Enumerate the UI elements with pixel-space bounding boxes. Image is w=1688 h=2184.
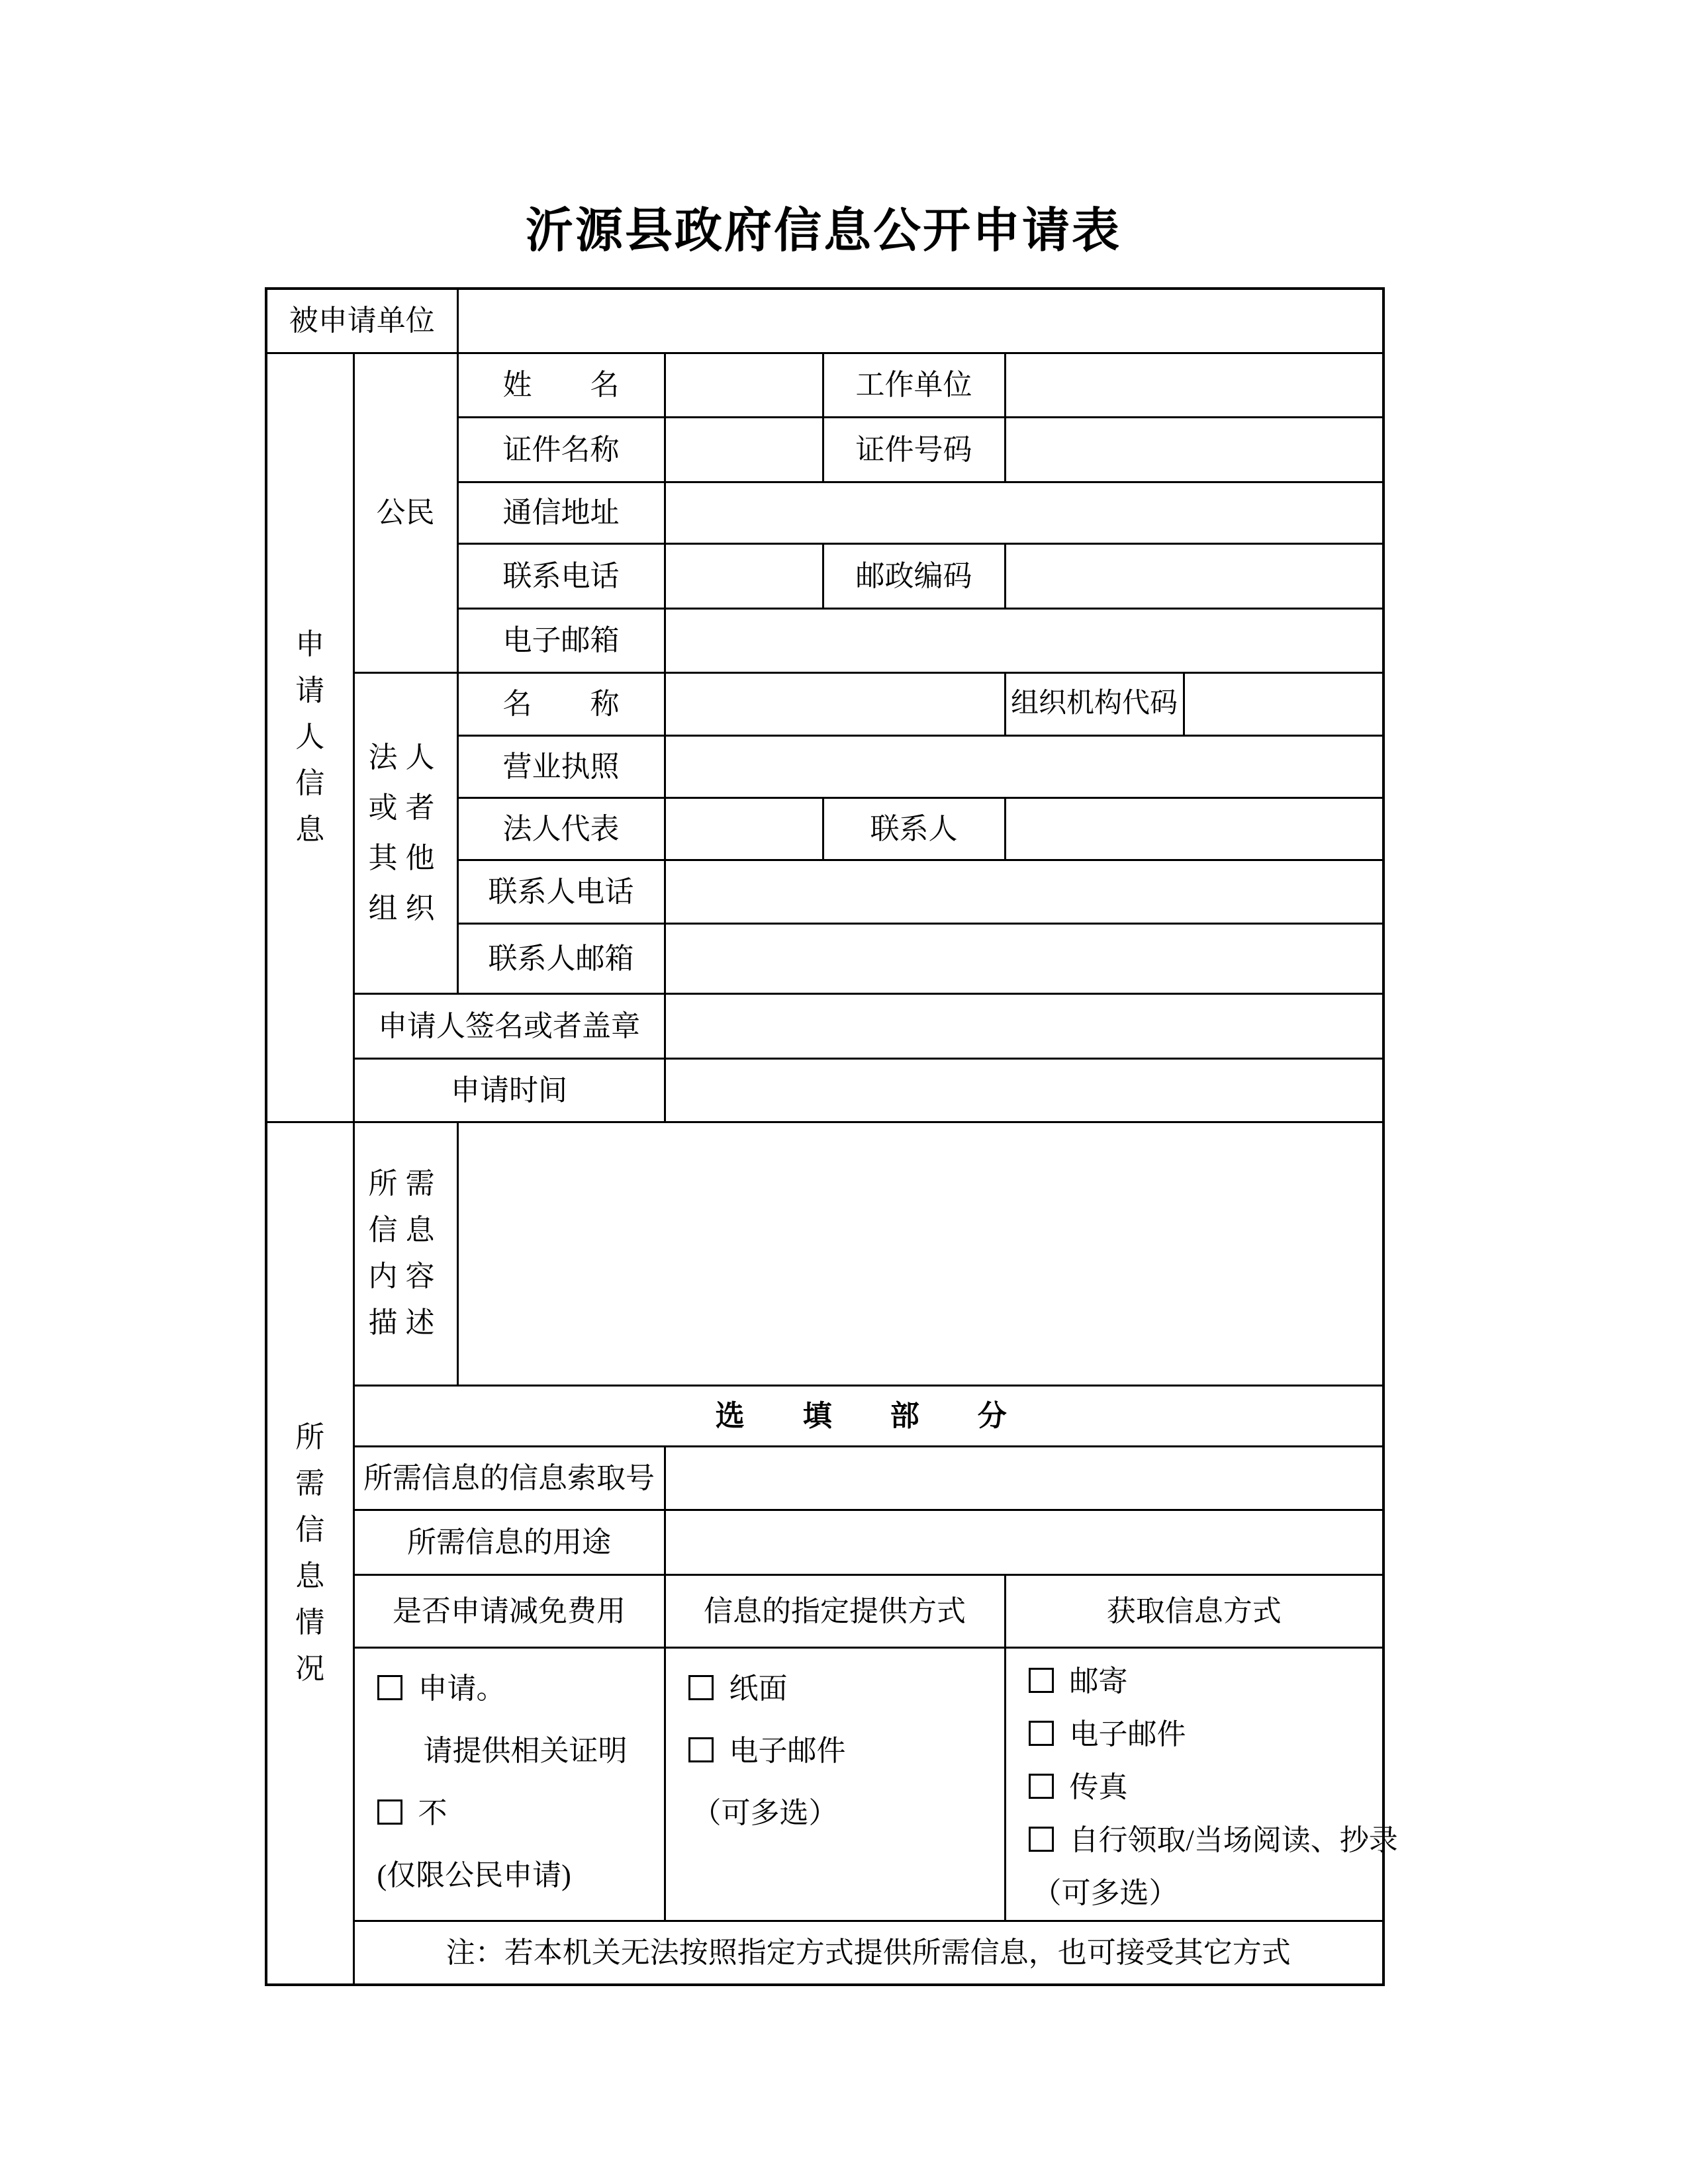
- name-label: 姓 名: [457, 353, 665, 417]
- address-label: 通信地址: [457, 482, 665, 543]
- optional-part-header: 选 填 部 分: [353, 1385, 1383, 1446]
- checkbox-self-pickup[interactable]: [1029, 1827, 1054, 1852]
- cert-number-label: 证件号码: [823, 417, 1005, 482]
- info-desc-value: [457, 1122, 1383, 1385]
- license-value: [665, 735, 1383, 797]
- required-info-section-label: 所需信息情况: [266, 1122, 353, 1985]
- work-unit-value: [1005, 353, 1383, 417]
- option-label: 请提供相关证明: [423, 1734, 628, 1767]
- fee-waiver-options: [353, 1647, 665, 1921]
- org-group-label: 法人或者其他组织: [353, 672, 457, 993]
- contact-label: 联系人: [823, 797, 1005, 860]
- option-label: 纸面: [729, 1672, 788, 1705]
- checkbox-apply-fee-waiver[interactable]: [377, 1675, 402, 1700]
- phone-label: 联系电话: [457, 543, 665, 608]
- contact-email-label: 联系人邮箱: [457, 923, 665, 993]
- contact-email-value: [665, 923, 1383, 993]
- delivery-method-options: [665, 1647, 1005, 1921]
- option-line: [688, 1782, 998, 1844]
- option-label: 传真: [1069, 1770, 1128, 1803]
- retrieval-no-row: [266, 1446, 1383, 1510]
- info-desc-label: 所需信息内容描述: [353, 1122, 457, 1385]
- note-text: 注：若本机关无法按照指定方式提供所需信息，也可接受其它方式: [353, 1921, 1383, 1985]
- cert-name-value: [665, 417, 823, 482]
- applicant-info-section-label: 申请人信息: [266, 353, 353, 1122]
- phone-value: [665, 543, 823, 608]
- signature-row: [266, 993, 1383, 1058]
- email-value: [665, 608, 1383, 672]
- legal-rep-label: 法人代表: [457, 797, 665, 860]
- contact-value: [1005, 797, 1383, 860]
- license-label: 营业执照: [457, 735, 665, 797]
- org-code-value: [1184, 672, 1383, 735]
- purpose-label: 所需信息的用途: [353, 1510, 665, 1574]
- option-line: [1029, 1867, 1376, 1920]
- option-line: [1029, 1708, 1376, 1761]
- option-label: （可多选）: [692, 1796, 838, 1829]
- name-value: [665, 353, 823, 417]
- option-headers-row: [266, 1574, 1383, 1647]
- apply-time-label: 申请时间: [353, 1058, 665, 1122]
- postcode-value: [1005, 543, 1383, 608]
- option-label: 自行领取/当场阅读、抄录: [1069, 1823, 1398, 1856]
- option-line: [1029, 1814, 1398, 1867]
- option-line: [1029, 1761, 1376, 1814]
- checkbox-fax[interactable]: [1029, 1774, 1054, 1799]
- delivery-method-header: 信息的指定提供方式: [665, 1574, 1005, 1647]
- checkbox-email-delivery[interactable]: [688, 1737, 714, 1762]
- signature-label: 申请人签名或者盖章: [353, 993, 665, 1058]
- option-line: [377, 1720, 657, 1782]
- option-label: 电子邮件: [729, 1734, 846, 1767]
- option-line: [377, 1658, 657, 1720]
- org-name-row: [266, 672, 1383, 735]
- citizen-group-label: 公民: [353, 353, 457, 672]
- option-line: [377, 1782, 657, 1844]
- purpose-value: [665, 1510, 1383, 1574]
- option-label: 邮寄: [1069, 1664, 1128, 1698]
- note-row: [266, 1921, 1383, 1985]
- obtain-method-options: [1005, 1647, 1398, 1921]
- retrieval-no-value: [665, 1446, 1383, 1510]
- optional-part-row: [266, 1385, 1383, 1446]
- citizen-name-row: [266, 353, 1383, 417]
- option-label: 不: [418, 1796, 447, 1829]
- retrieval-no-label: 所需信息的信息索取号: [353, 1446, 665, 1510]
- checkbox-paper[interactable]: [688, 1675, 714, 1700]
- purpose-row: [266, 1510, 1383, 1574]
- applied-unit-row: [266, 289, 1383, 353]
- apply-time-row: [266, 1058, 1383, 1122]
- option-checkboxes-row: [266, 1647, 1383, 1921]
- email-label: 电子邮箱: [457, 608, 665, 672]
- org-code-label: 组织机构代码: [1005, 672, 1184, 735]
- application-form-table: [265, 287, 1398, 1986]
- work-unit-label: 工作单位: [823, 353, 1005, 417]
- option-line: [688, 1658, 998, 1720]
- page-title: 沂源县政府信息公开申请表: [525, 205, 1121, 257]
- postcode-label: 邮政编码: [823, 543, 1005, 608]
- applied-unit-value: [457, 289, 1383, 353]
- contact-phone-value: [665, 860, 1383, 923]
- info-desc-row: [266, 1122, 1383, 1385]
- option-label: 申请。: [418, 1672, 506, 1705]
- option-line: [377, 1844, 657, 1907]
- org-name-value: [665, 672, 1005, 735]
- option-label: 电子邮件: [1069, 1717, 1186, 1751]
- cert-name-label: 证件名称: [457, 417, 665, 482]
- checkbox-email-obtain[interactable]: [1029, 1721, 1054, 1746]
- applied-unit-label: 被申请单位: [266, 289, 457, 353]
- signature-value: [665, 993, 1383, 1058]
- obtain-method-header: 获取信息方式: [1005, 1574, 1383, 1647]
- fee-waiver-header: 是否申请减免费用: [353, 1574, 665, 1647]
- org-name-label: 名 称: [457, 672, 665, 735]
- option-label: (仅限公民申请): [377, 1858, 571, 1891]
- checkbox-mail[interactable]: [1029, 1668, 1054, 1693]
- option-line: [688, 1720, 998, 1782]
- checkbox-no-fee-waiver[interactable]: [377, 1799, 402, 1825]
- option-line: [1029, 1655, 1376, 1708]
- contact-phone-label: 联系人电话: [457, 860, 665, 923]
- address-value: [665, 482, 1383, 543]
- cert-number-value: [1005, 417, 1383, 482]
- option-label: （可多选）: [1032, 1876, 1178, 1909]
- apply-time-value: [665, 1058, 1383, 1122]
- legal-rep-value: [665, 797, 823, 860]
